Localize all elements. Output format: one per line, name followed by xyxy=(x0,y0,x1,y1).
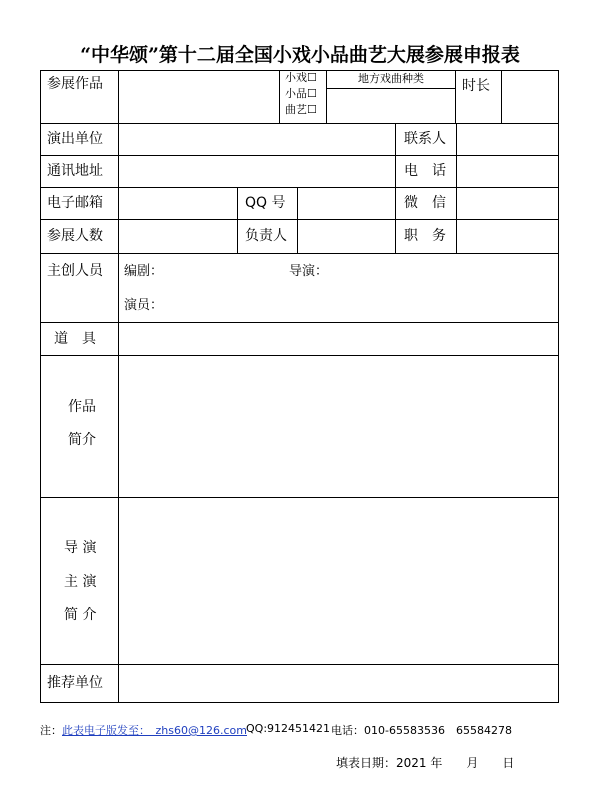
recommend-label: 推荐单位 xyxy=(47,675,103,691)
phone-input-cell[interactable] xyxy=(456,155,559,188)
people-count-label: 参展人数 xyxy=(47,228,103,244)
qq-label: QQ 号 xyxy=(245,195,286,211)
position-label: 职 务 xyxy=(404,228,446,244)
contact-label: 联系人 xyxy=(404,131,446,147)
work-label: 参展作品 xyxy=(47,76,103,92)
staff-intro-label-line3: 简 介 xyxy=(64,607,97,623)
contact-input-cell[interactable] xyxy=(456,123,559,156)
actor-label: 演员： xyxy=(124,298,164,313)
work-input-cell[interactable] xyxy=(118,70,280,124)
staff-intro-label-line1: 导 演 xyxy=(64,540,97,556)
work-intro-input-cell[interactable] xyxy=(118,355,559,498)
email-link[interactable]: 此表电子版发至： zhs60@126.com xyxy=(62,724,247,737)
qq-input-cell[interactable] xyxy=(297,187,396,220)
work-intro-label-cell xyxy=(40,355,119,498)
duration-label: 时长 xyxy=(462,78,490,94)
category-option-xiaoxi[interactable]: 小戏☐ xyxy=(285,71,317,84)
address-label: 通讯地址 xyxy=(47,163,103,179)
category-option-quyi[interactable]: 曲艺☐ xyxy=(285,103,317,116)
creators-input-cell[interactable] xyxy=(118,253,559,323)
footer-qq: QQ:912451421 xyxy=(246,722,331,735)
props-input-cell[interactable] xyxy=(118,322,559,356)
footer-note xyxy=(40,722,247,738)
recommend-input-cell[interactable] xyxy=(118,664,559,703)
category-option-xiaopin[interactable]: 小品☐ xyxy=(285,87,317,100)
unit-label: 演出单位 xyxy=(47,131,103,147)
note-prefix: 注： xyxy=(40,724,62,737)
address-input-cell[interactable] xyxy=(118,155,396,188)
props-label: 道 具 xyxy=(54,331,96,347)
position-input-cell[interactable] xyxy=(456,219,559,254)
creators-label: 主创人员 xyxy=(47,263,103,279)
person-in-charge-input-cell[interactable] xyxy=(297,219,396,254)
fill-date: 填表日期：2021 年 月 日 xyxy=(336,756,515,770)
work-intro-label-line2: 简介 xyxy=(68,432,96,448)
email-label: 电子邮箱 xyxy=(47,195,103,211)
staff-intro-label-line2: 主 演 xyxy=(64,574,97,590)
unit-input-cell[interactable] xyxy=(118,123,396,156)
form-title: “中华颂”第十二届全国小戏小品曲艺大展参展申报表 xyxy=(80,44,520,66)
email-input-cell[interactable] xyxy=(118,187,238,220)
work-intro-label-line1: 作品 xyxy=(68,399,96,415)
people-count-input-cell[interactable] xyxy=(118,219,238,254)
phone-label: 电 话 xyxy=(404,163,446,179)
staff-intro-input-cell[interactable] xyxy=(118,497,559,665)
local-opera-label: 地方戏曲种类 xyxy=(358,72,424,85)
local-opera-input-cell[interactable] xyxy=(326,88,456,124)
person-in-charge-label: 负责人 xyxy=(245,228,287,244)
wechat-input-cell[interactable] xyxy=(456,187,559,220)
duration-input-cell[interactable] xyxy=(501,70,559,124)
footer-phone: 电话：010-65583536 65584278 xyxy=(331,724,512,737)
director-label: 导演： xyxy=(289,264,329,279)
wechat-label: 微 信 xyxy=(404,195,446,211)
screenwriter-label: 编剧： xyxy=(124,264,164,279)
